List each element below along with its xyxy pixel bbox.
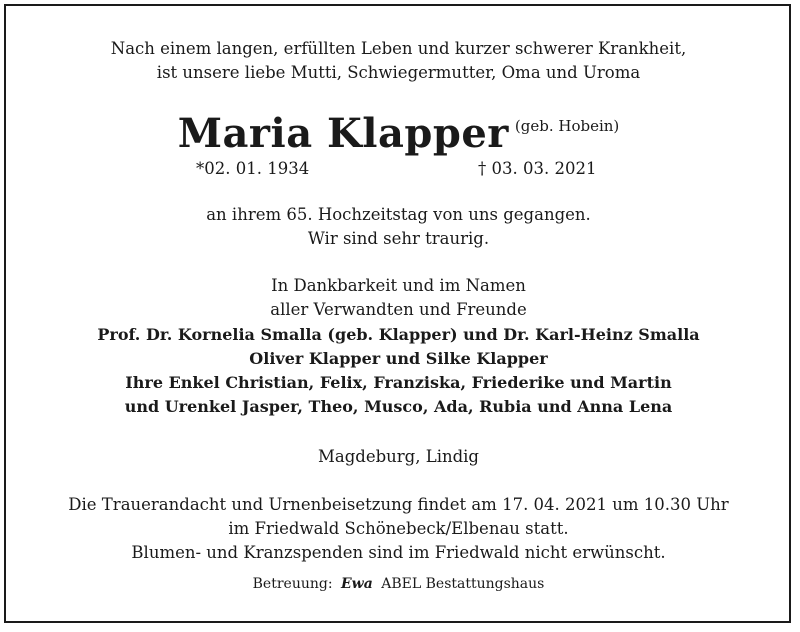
funeral-home-name: ABEL Bestattungshaus — [381, 576, 545, 592]
credit-label: Betreuung: — [252, 576, 333, 592]
signature: Ewa — [341, 576, 373, 592]
mourner-name-line: Prof. Dr. Kornelia Smalla (geb. Klapper) und Dr. Karl-Heinz Smalla — [97, 325, 700, 344]
mourners-intro-1: In Dankbarkeit und im Namen — [271, 276, 526, 295]
birth-date: *02. 01. 1934 — [196, 159, 310, 178]
message-line-2: Wir sind sehr traurig. — [307, 229, 490, 248]
funeral-home-credit — [6, 574, 791, 594]
service-line-1: Die Trauerandacht und Urnenbeisetzung findet am 17. 04. 2021 um 10.30 Uhr — [68, 495, 729, 514]
deceased-heading — [6, 106, 791, 162]
mourner-name-line: Oliver Klapper und Silke Klapper — [249, 349, 548, 368]
message-line-1: an ihrem 65. Hochzeitstag von uns gegangen. — [206, 205, 591, 224]
mourner-name-line: und Urenkel Jasper, Theo, Musco, Ada, Rubia und Anna Lena — [124, 397, 673, 416]
service-line-3: Blumen- und Kranzspenden sind im Friedwald nicht erwünscht. — [131, 543, 666, 562]
place: Magdeburg, Lindig — [317, 447, 479, 466]
deceased-name: Maria Klapper — [177, 110, 509, 157]
intro-line-2: ist unsere liebe Mutti, Schwiegermutter, Oma und Uroma — [156, 63, 641, 82]
service-line-2: im Friedwald Schönebeck/Elbenau statt. — [228, 519, 569, 538]
maiden-name: (geb. Hobein) — [514, 117, 620, 135]
death-date: † 03. 03. 2021 — [478, 159, 597, 178]
mourners-intro-2: aller Verwandten und Freunde — [270, 300, 527, 319]
intro-line-1: Nach einem langen, erfüllten Leben und kurzer schwerer Krankheit, — [110, 39, 687, 58]
mourner-name-line: Ihre Enkel Christian, Felix, Franziska, Friederike und Martin — [125, 373, 672, 392]
